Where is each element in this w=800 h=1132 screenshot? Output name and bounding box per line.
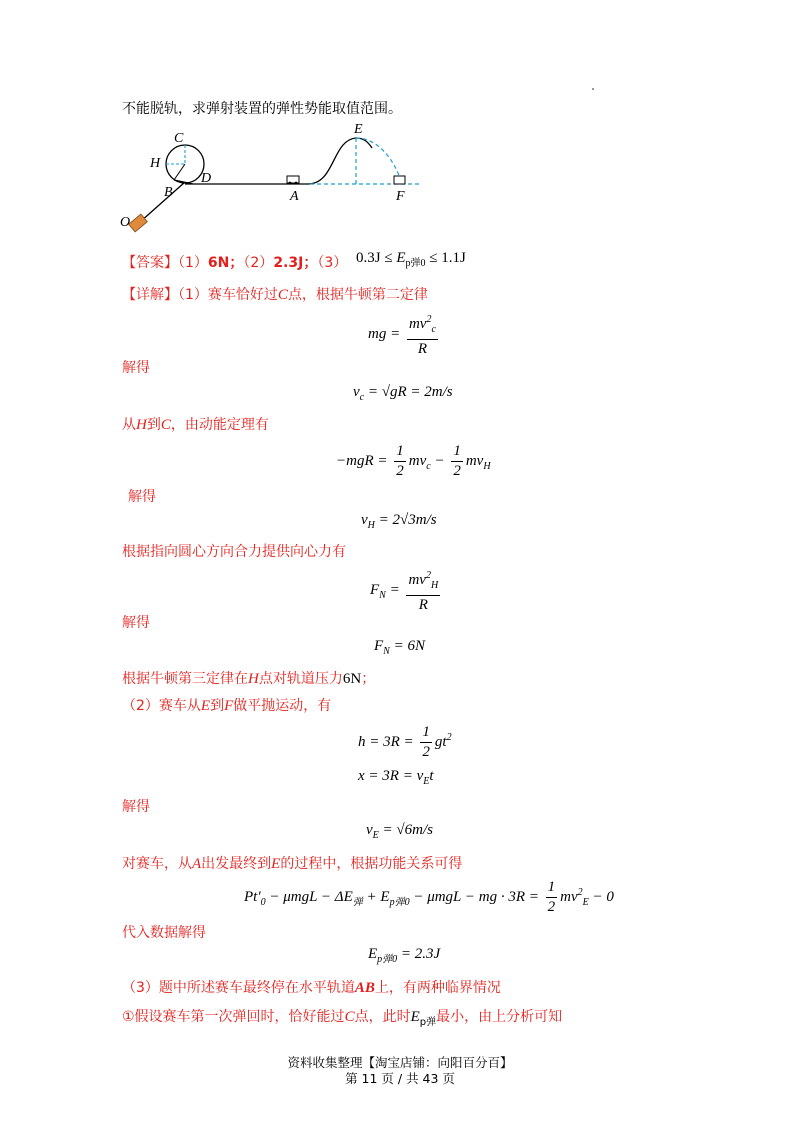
- label-c: C: [174, 131, 184, 146]
- answer-range: $0.3J \le E_{p弹0} \le 1.1J$: [356, 250, 466, 269]
- footer-source: 资料收集整理【淘宝店铺：向阳百分百】: [287, 1055, 513, 1070]
- label-e: E: [354, 122, 363, 137]
- eq-h: h = 3R = $\frac{1}{2}$ $gt^2$: [358, 724, 452, 760]
- eq-newton: mg = $\frac{mv^2_c}{R}$: [368, 310, 441, 359]
- scan-dot: [592, 88, 594, 90]
- ramp-line: [140, 182, 185, 222]
- from-h-to-c: 从H到C，由动能定理有: [122, 417, 269, 433]
- eq-x: $x = 3R = v_Et$: [358, 768, 434, 787]
- hill-curve: [308, 138, 372, 184]
- step3-line: （3）题中所述赛车最终停在水平轨道AB上，有两种临界情况: [122, 980, 501, 996]
- centripetal-line: 根据指向圆心方向合力提供向心力有: [122, 544, 346, 560]
- track-figure: [110, 120, 440, 240]
- substitute-line: 代入数据解得: [122, 925, 206, 941]
- label-d: D: [201, 171, 212, 186]
- label-a: A: [290, 189, 299, 204]
- jiede-1: 解得: [122, 360, 150, 376]
- eq-fn: $F_N$ = $\frac{mv^2_H}{R}$: [370, 566, 443, 615]
- box-f: [394, 176, 405, 184]
- eq-vh: $v_H = 2√3m/s$: [361, 512, 437, 531]
- jiede-3: 解得: [122, 615, 150, 631]
- car-a: [287, 176, 299, 183]
- label-h: H: [150, 156, 161, 171]
- footer-page-number: 第 11 页 / 共 43 页: [345, 1071, 455, 1086]
- step2-line: （2）赛车从E到F做平抛运动，有: [122, 698, 332, 714]
- label-o: O: [120, 215, 131, 230]
- jiede-2: 解得: [128, 489, 156, 505]
- detail-line: 【详解】（1）赛车恰好过C点，根据牛顿第二定律: [122, 287, 428, 303]
- case1-line: ①假设赛车第一次弹回时，恰好能过C点，此时$E_{p弹}$最小，由上分析可知: [122, 1009, 563, 1028]
- label-b: B: [164, 185, 173, 200]
- newton3-line: 根据牛顿第三定律在H点对轨道压力6N；: [122, 671, 376, 687]
- answer-tag: 【答案】: [122, 255, 178, 271]
- launcher-block: [129, 214, 148, 232]
- eq-ve: $v_E = √6m/s$: [366, 822, 433, 841]
- eq-ep: $E_{p弹0} = 2.3J$: [368, 946, 441, 965]
- eq-fn-value: $F_N = 6N$: [374, 638, 425, 657]
- jiede-4: 解得: [122, 799, 150, 815]
- eq-work: $Pt'_0 - \mu mgL - \Delta E_弹 + E_{p弹0} - \mu mgL$ − mg · 3R = $\frac{1}{2}$ $mv^2_E - 0$: [244, 879, 614, 915]
- eq-energy-h: −mgR = $\frac{1}{2}$ $mv_c$ − $\frac{1}{2}$ $mv_H$: [336, 443, 491, 479]
- eq-vc: $v_c = √gR = 2m/s$: [353, 384, 453, 403]
- radius-b: [174, 164, 185, 180]
- answer-line: 【答案】（1）6N；（2）2.3J；（3）: [122, 255, 348, 271]
- energy-line: 对赛车，从A出发最终到E的过程中，根据功能关系可得: [122, 856, 463, 872]
- label-f: F: [396, 189, 405, 204]
- intro-line: 不能脱轨，求弹射装置的弹性势能取值范围。: [122, 101, 402, 117]
